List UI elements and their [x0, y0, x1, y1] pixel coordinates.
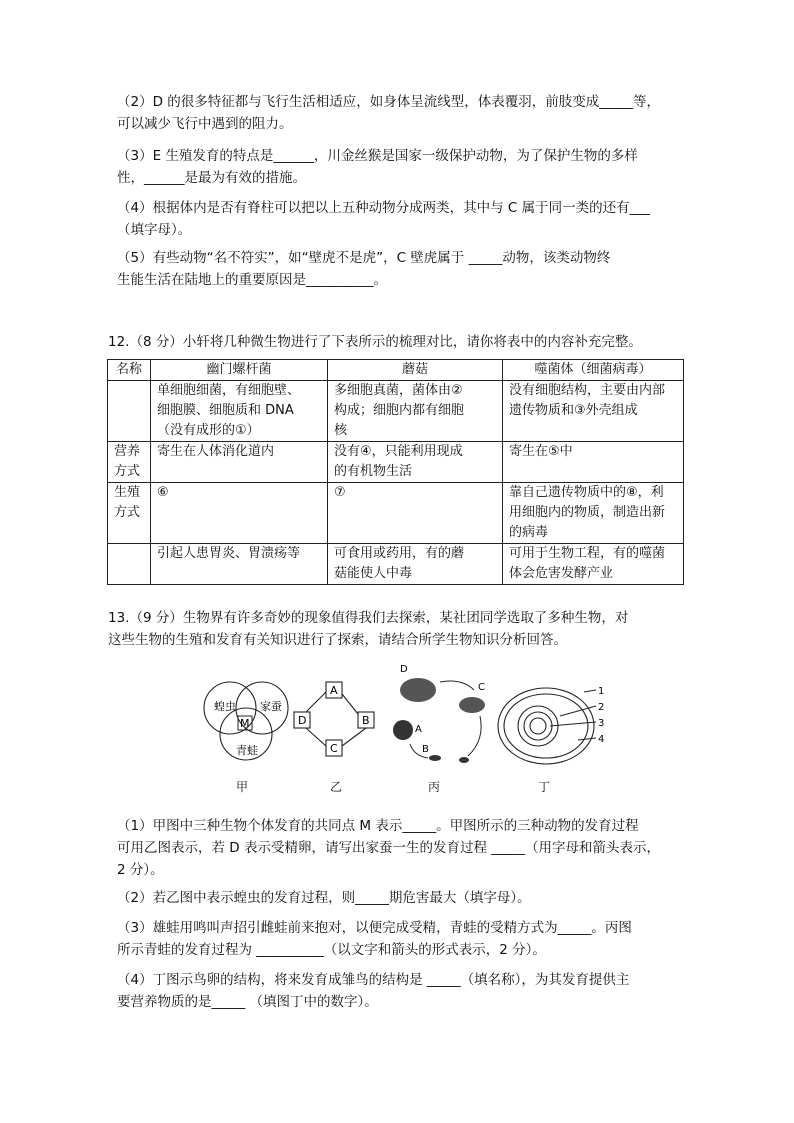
row-label: 生殖 方式 — [108, 483, 151, 544]
frog-life-cycle — [393, 678, 485, 763]
q13-part3-line2: 所示青蛙的发育过程为 __________（以文字和箭头的形式表示，2 分）。 — [117, 942, 546, 958]
row-label — [108, 381, 151, 442]
figure-caption: 丁 — [538, 780, 551, 794]
q13-part2: （2）若乙图中表示蝗虫的发育过程，则_____期危害最大（填字母）。 — [117, 890, 531, 906]
table-header-cell: 蘑菇 — [328, 360, 503, 381]
table-header-cell: 名称 — [108, 360, 151, 381]
q13-part4-line2: 要营养物质的是_____ （填图丁中的数字）。 — [117, 994, 378, 1010]
table-cell: 寄生在⑤中 — [503, 442, 684, 483]
q11-part2-line1: （2）D 的很多特征都与飞行生活相适应，如身体呈流线型，体表覆羽，前肢变成_____等， — [117, 94, 661, 110]
cycle-label: B — [362, 714, 370, 727]
frog-label: C — [478, 682, 485, 693]
microbe-table — [107, 359, 684, 585]
table-cell: 没有细胞结构，主要由内部 遗传物质和③外壳组成 — [503, 381, 684, 442]
egg-number: 3 — [598, 718, 605, 729]
row-label: 营养 方式 — [108, 442, 151, 483]
q13-part1-line2: 可用乙图表示，若 D 表示受精卵，请写出家蚕一生的发育过程 _____（用字母和箭头表示， — [117, 840, 661, 856]
frog-label: D — [400, 664, 408, 675]
table-row — [108, 544, 684, 585]
q11-part5-line2: 生能生活在陆地上的重要原因是__________。 — [117, 272, 387, 288]
figure-caption: 甲 — [236, 780, 249, 794]
table-cell: ⑥ — [151, 483, 328, 544]
table-row — [108, 442, 684, 483]
row-label — [108, 544, 151, 585]
q11-part4-line2: （填字母）。 — [117, 222, 192, 238]
table-cell: 多细胞真菌，菌体由② 构成；细胞内都有细胞 核 — [328, 381, 503, 442]
table-header-cell: 幽门螺杆菌 — [151, 360, 328, 381]
table-cell: 靠自己遗传物质中的⑧，利 用细胞内的物质，制造出新 的病毒 — [503, 483, 684, 544]
q11-part3-line2: 性，______是最为有效的措施。 — [117, 170, 306, 186]
q11-part5-line1: （5）有些动物“名不符实”，如“壁虎不是虎”，C 壁虎属于 _____动物，该类动物终 — [117, 250, 611, 266]
egg-number: 1 — [598, 686, 605, 697]
egg-number: 2 — [598, 702, 605, 713]
table-cell: 没有④，只能利用现成 的有机物生活 — [328, 442, 503, 483]
venn-label: M — [240, 717, 250, 730]
table-header-row — [108, 360, 684, 381]
q11-part2-line2: 可以减少飞行中遇到的阻力。 — [117, 116, 293, 132]
table-cell: 单细胞细菌，有细胞壁、 细胞膜、细胞质和 DNA （没有成形的①） — [151, 381, 328, 442]
q13-intro-line2: 这些生物的生殖和发育有关知识进行了探索，请结合所学生物知识分析回答。 — [108, 632, 567, 648]
table-cell: 可食用或药用，有的蘑 菇能使人中毒 — [328, 544, 503, 585]
q13-part3-line1: （3）雄蛙用鸣叫声招引雌蛙前来抱对，以便完成受精，青蛙的受精方式为_____。丙图 — [117, 920, 632, 936]
cycle-label: D — [298, 714, 307, 727]
frog-label: B — [422, 744, 429, 755]
table-row — [108, 381, 684, 442]
table-row — [108, 483, 684, 544]
table-cell: 引起人患胃炎、胃溃疡等 — [151, 544, 328, 585]
table-cell: 可用于生物工程，有的噬菌 体会危害发酵产业 — [503, 544, 684, 585]
table-header-cell: 噬菌体（细菌病毒） — [503, 360, 684, 381]
figure-caption: 丙 — [428, 780, 441, 794]
q13-intro-line1: 13.（9 分）生物界有许多奇妙的现象值得我们去探索，某社团同学选取了多种生物，对 — [108, 610, 629, 626]
venn-label: 蝗虫 — [214, 700, 236, 713]
figure-caption: 乙 — [330, 780, 343, 794]
venn-label: 青蛙 — [236, 744, 258, 757]
q13-part1-line1: （1）甲图中三种生物个体发育的共同点 M 表示_____。甲图所示的三种动物的发育过程 — [117, 818, 639, 834]
cycle-label: A — [330, 684, 338, 697]
reproduction-figure — [200, 660, 620, 795]
egg-number: 4 — [598, 734, 605, 745]
q11-part4-line1: （4）根据体内是否有脊柱可以把以上五种动物分成两类，其中与 C 属于同一类的还有___ — [117, 200, 650, 216]
venn-label: 家蚕 — [260, 700, 282, 713]
cycle-label: C — [330, 742, 338, 755]
table-cell: 寄生在人体消化道内 — [151, 442, 328, 483]
frog-label: A — [415, 724, 422, 735]
q13-part1-line3: 2 分）。 — [117, 862, 164, 878]
q11-part3-line1: （3）E 生殖发育的特点是______，川金丝猴是国家一级保护动物，为了保护生物的多样 — [117, 148, 638, 164]
table-cell: ⑦ — [328, 483, 503, 544]
q13-part4-line1: （4）丁图示鸟卵的结构，将来发育成雏鸟的结构是 _____（填名称），为其发育提供主 — [117, 972, 630, 988]
bird-egg — [498, 688, 596, 764]
q12-intro: 12.（8 分）小轩将几种微生物进行了下表所示的梳理对比，请你将表中的内容补充完整。 — [108, 334, 642, 350]
